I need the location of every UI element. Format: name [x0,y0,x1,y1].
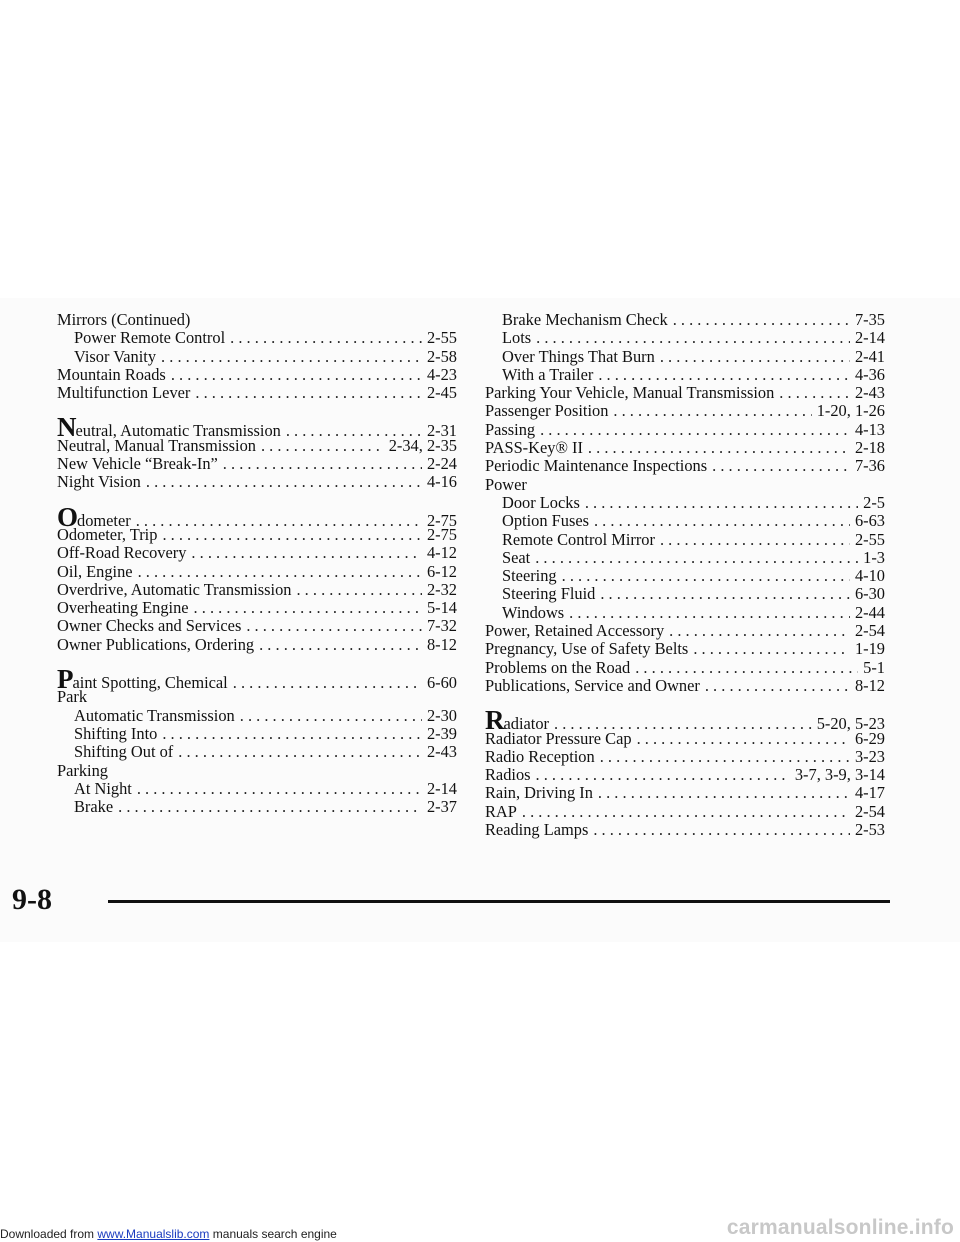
section-initial: N [57,412,76,443]
index-entry [485,421,885,439]
index-subentry [485,567,885,585]
leader-dots [194,599,422,617]
leader-dots [705,677,850,695]
entry-label [502,585,595,603]
page-reference: 7-36 [854,456,885,476]
attribution-suffix: manuals search engine [209,1227,337,1241]
leader-dots [178,743,422,761]
leader-dots [669,622,850,640]
index-subentry [485,512,885,530]
page-number: 9-8 [12,883,52,916]
leader-dots [230,329,422,347]
index-entry [485,640,885,658]
entry-text: Power Remote Control [74,328,226,348]
index-entry [57,544,457,562]
entry-text: Multifunction Lever [57,383,191,403]
index-entry [485,821,885,839]
entry-label [485,730,632,748]
section-initial: P [57,664,73,695]
index-heading: Mirrors (Continued) [57,310,191,329]
entry-label [485,821,588,839]
index-entry [485,803,885,821]
index-subentry [485,366,885,384]
entry-label [502,549,530,567]
leader-dots [585,494,858,512]
entry-text: Pregnancy, Use of Safety Belts [485,639,689,659]
entry-text: Seat [502,547,531,567]
page-reference: 2-55 [854,529,885,549]
site-watermark: carmanualsonline.info [726,1216,954,1239]
entry-text: Steering Fluid [502,584,596,604]
entry-label [57,384,190,402]
leader-dots [673,311,850,329]
leader-dots [598,366,850,384]
page-reference: 4-13 [854,419,885,439]
index-entry [485,705,885,736]
entry-label [485,439,583,457]
index-entry [57,412,457,443]
entry-label [485,659,630,677]
page-reference: 2-54 [854,621,885,641]
page-reference: 2-75 [426,524,457,544]
attribution-prefix: Downloaded from [0,1227,98,1241]
leader-dots [118,798,422,816]
page-reference: 7-35 [854,310,885,329]
page-reference: 2-55 [426,328,457,348]
page-reference: 6-30 [854,584,885,604]
page-reference: 2-45 [426,383,457,403]
leader-dots [223,455,422,473]
entry-label [502,494,580,512]
entry-text: Passing [485,419,536,439]
entry-text: adiator [503,714,550,734]
entry-label [485,748,595,766]
entry-text: Brake [74,797,114,817]
entry-text: Neutral, Manual Transmission [57,435,256,455]
entry-text: Lots [502,328,532,348]
leader-dots [259,636,422,654]
entry-text: Overheating Engine [57,598,189,618]
section-gap [57,654,457,670]
entry-text: Windows [502,602,565,622]
index-subentry [57,707,457,725]
page-reference: 2-75 [426,510,457,530]
entry-label [57,599,189,617]
index-entry [57,617,457,635]
leader-dots [261,437,384,455]
index-entry [57,664,457,695]
entry-label [502,531,655,549]
leader-dots [600,748,850,766]
page-reference: 2-34, 2-35 [388,435,457,455]
index-subentry [57,743,457,761]
entry-text: At Night [74,778,132,798]
entry-label [57,636,254,654]
page-reference: 7-32 [426,616,457,636]
entry-text: Visor Vanity [74,346,157,366]
page-reference: 2-44 [854,602,885,622]
leader-dots [522,803,850,821]
entry-text: PASS-Key® II [485,438,583,458]
leader-dots [233,674,422,692]
page-reference: 2-54 [854,801,885,821]
page-reference: 4-23 [426,364,457,384]
page-reference: 8-12 [426,634,457,654]
page-reference: 4-16 [426,472,457,492]
page-reference: 2-32 [426,579,457,599]
index-entry [485,622,885,640]
entry-text: Periodic Maintenance Inspections [485,456,708,476]
footer-rule [108,900,890,903]
entry-text: Owner Checks and Services [57,616,242,636]
page-reference: 6-60 [426,673,457,693]
leader-dots [598,784,850,802]
index-entry [57,455,457,473]
index-entry [485,659,885,677]
page-reference: 6-63 [854,511,885,531]
index-column-left [57,311,457,816]
index-subentry [485,549,885,567]
leader-dots [779,384,850,402]
entry-text: Oil, Engine [57,561,133,581]
entry-label [485,384,774,402]
leader-dots [536,329,850,347]
index-subentry [485,604,885,622]
entry-text: Night Vision [57,472,141,492]
entry-text: Radiator Pressure Cap [485,728,632,748]
index-subentry [57,329,457,347]
index-subentry [57,780,457,798]
entry-text: Odometer, Trip [57,524,158,544]
entry-text: RAP [485,801,517,821]
entry-label [57,366,166,384]
page-reference: 2-31 [426,421,457,441]
entry-text: Automatic Transmission [74,705,235,725]
page-reference: 4-17 [854,783,885,803]
index-entry [57,581,457,599]
leader-dots [191,544,422,562]
index-subentry [485,531,885,549]
entry-label [74,743,173,761]
leader-dots [162,526,422,544]
page-reference: 2-58 [426,346,457,366]
leader-dots [296,581,421,599]
page-reference: 5-1 [863,657,885,677]
entry-label [57,581,291,599]
entry-text: aint Spotting, Chemical [72,673,228,693]
index-subentry [485,494,885,512]
entry-label [485,457,707,475]
section-initial: R [485,705,504,736]
page-reference: 3-7, 3-9, 3-14 [794,765,885,785]
index-subentry [485,585,885,603]
entry-text: Option Fuses [502,511,589,531]
index-entry [57,473,457,491]
page-reference: 1-20, 1-26 [816,401,885,421]
leader-dots [600,585,850,603]
section-gap [57,492,457,508]
leader-dots [162,725,422,743]
entry-text: Steering [502,566,557,586]
entry-label [485,803,517,821]
page-reference: 1-3 [863,547,885,567]
leader-dots [635,659,858,677]
entry-text: Brake Mechanism Check [502,310,668,329]
index-heading: Parking [57,760,108,780]
entry-text: Power, Retained Accessory [485,621,665,641]
page-reference: 6-12 [426,561,457,581]
page-reference: 2-14 [854,328,885,348]
entry-label [57,544,186,562]
index-entry [57,366,457,384]
leader-dots [693,640,850,658]
entry-label [57,437,256,455]
page-reference: 6-29 [854,728,885,748]
entry-label [485,677,700,695]
entry-text: eutral, Automatic Transmission [75,421,281,441]
entry-label [74,780,132,798]
page-reference: 5-20, 5-23 [816,714,885,734]
page-reference: 2-53 [854,820,885,840]
index-entry [485,730,885,748]
entry-text: Off-Road Recovery [57,543,187,563]
entry-label [74,798,113,816]
index-entry [485,748,885,766]
leader-dots [637,730,850,748]
leader-dots [161,348,422,366]
entry-text: Owner Publications, Ordering [57,634,255,654]
page-reference: 1-19 [854,639,885,659]
index-entry [57,501,457,532]
leader-dots [240,707,422,725]
entry-text: Over Things That Burn [502,346,655,366]
index-subentry [57,348,457,366]
entry-label [485,640,688,658]
entry-text: Door Locks [502,492,580,512]
entry-label [485,402,608,420]
entry-label [57,455,218,473]
page-reference: 2-24 [426,454,457,474]
entry-text: Radios [485,765,531,785]
entry-text: Shifting Into [74,723,158,743]
index-entry [485,439,885,457]
section-gap [485,695,885,711]
entry-label [57,473,141,491]
index-heading: Power [485,474,527,494]
page-reference: 2-5 [863,492,885,512]
page-reference: 5-14 [426,598,457,618]
blank-top-margin [0,0,960,298]
entry-label [74,707,235,725]
entry-label [485,766,531,784]
leader-dots [569,604,850,622]
entry-label [74,348,156,366]
entry-label [502,567,557,585]
entry-text: Shifting Out of [74,742,174,762]
leader-dots [660,531,850,549]
page-reference: 2-18 [854,438,885,458]
entry-text: Overdrive, Automatic Transmission [57,579,292,599]
page-reference: 4-10 [854,566,885,586]
leader-dots [712,457,850,475]
index-subentry [485,311,885,329]
entry-label [57,526,157,544]
page-reference: 2-39 [426,723,457,743]
leader-dots [137,780,422,798]
entry-label [57,617,241,635]
index-entry [57,526,457,544]
section-gap [57,402,457,418]
leader-dots [146,473,422,491]
page-reference: 3-23 [854,746,885,766]
manualslib-link[interactable]: www.Manualslib.com [97,1227,210,1241]
entry-text: Mountain Roads [57,364,166,384]
index-entry [57,599,457,617]
entry-label [502,311,668,329]
entry-label [74,329,225,347]
entry-text: Parking Your Vehicle, Manual Transmission [485,383,775,403]
leader-dots [562,567,850,585]
section-initial: O [57,501,78,532]
entry-text: Passenger Position [485,401,609,421]
page-reference: 2-30 [426,705,457,725]
entry-label [502,604,564,622]
entry-text: Rain, Driving In [485,783,593,803]
page-reference: 2-41 [854,346,885,366]
entry-label [485,421,535,439]
index-subentry [57,798,457,816]
entry-text: Publications, Service and Owner [485,675,700,695]
entry-text: dometer [77,510,131,530]
page-reference: 2-43 [426,742,457,762]
index-subentry [485,348,885,366]
index-subentry [57,725,457,743]
leader-dots [540,421,850,439]
index-entry [485,384,885,402]
entry-label [502,348,655,366]
entry-label [502,366,593,384]
entry-text: Reading Lamps [485,820,589,840]
entry-text: With a Trailer [502,364,594,384]
leader-dots [138,563,422,581]
entry-label [485,622,664,640]
leader-dots [536,766,790,784]
index-entry [57,384,457,402]
leader-dots [195,384,422,402]
leader-dots [594,512,850,530]
index-entry [485,766,885,784]
leader-dots [588,439,850,457]
leader-dots [246,617,422,635]
index-column-right [485,311,885,839]
entry-text: Remote Control Mirror [502,529,655,549]
index-entry [485,784,885,802]
entry-label [74,725,157,743]
entry-text: Radio Reception [485,746,595,766]
index-entry [57,563,457,581]
entry-label [485,784,593,802]
page-reference: 2-43 [854,383,885,403]
page-reference: 4-12 [426,543,457,563]
page-reference: 2-14 [426,778,457,798]
index-entry [485,457,885,475]
leader-dots [613,402,811,420]
entry-label [502,329,531,347]
page-reference: 8-12 [854,675,885,695]
index-entry [57,636,457,654]
entry-label [57,563,133,581]
index-subentry [485,329,885,347]
entry-text: Problems on the Road [485,657,631,677]
leader-dots [660,348,850,366]
leader-dots [535,549,858,567]
page-reference: 4-36 [854,364,885,384]
leader-dots [171,366,422,384]
page-reference: 2-37 [426,797,457,817]
entry-text: New Vehicle “Break-In” [57,454,218,474]
entry-label [502,512,589,530]
leader-dots [593,821,850,839]
index-heading: Park [57,687,88,707]
index-entry [485,402,885,420]
index-entry [485,677,885,695]
